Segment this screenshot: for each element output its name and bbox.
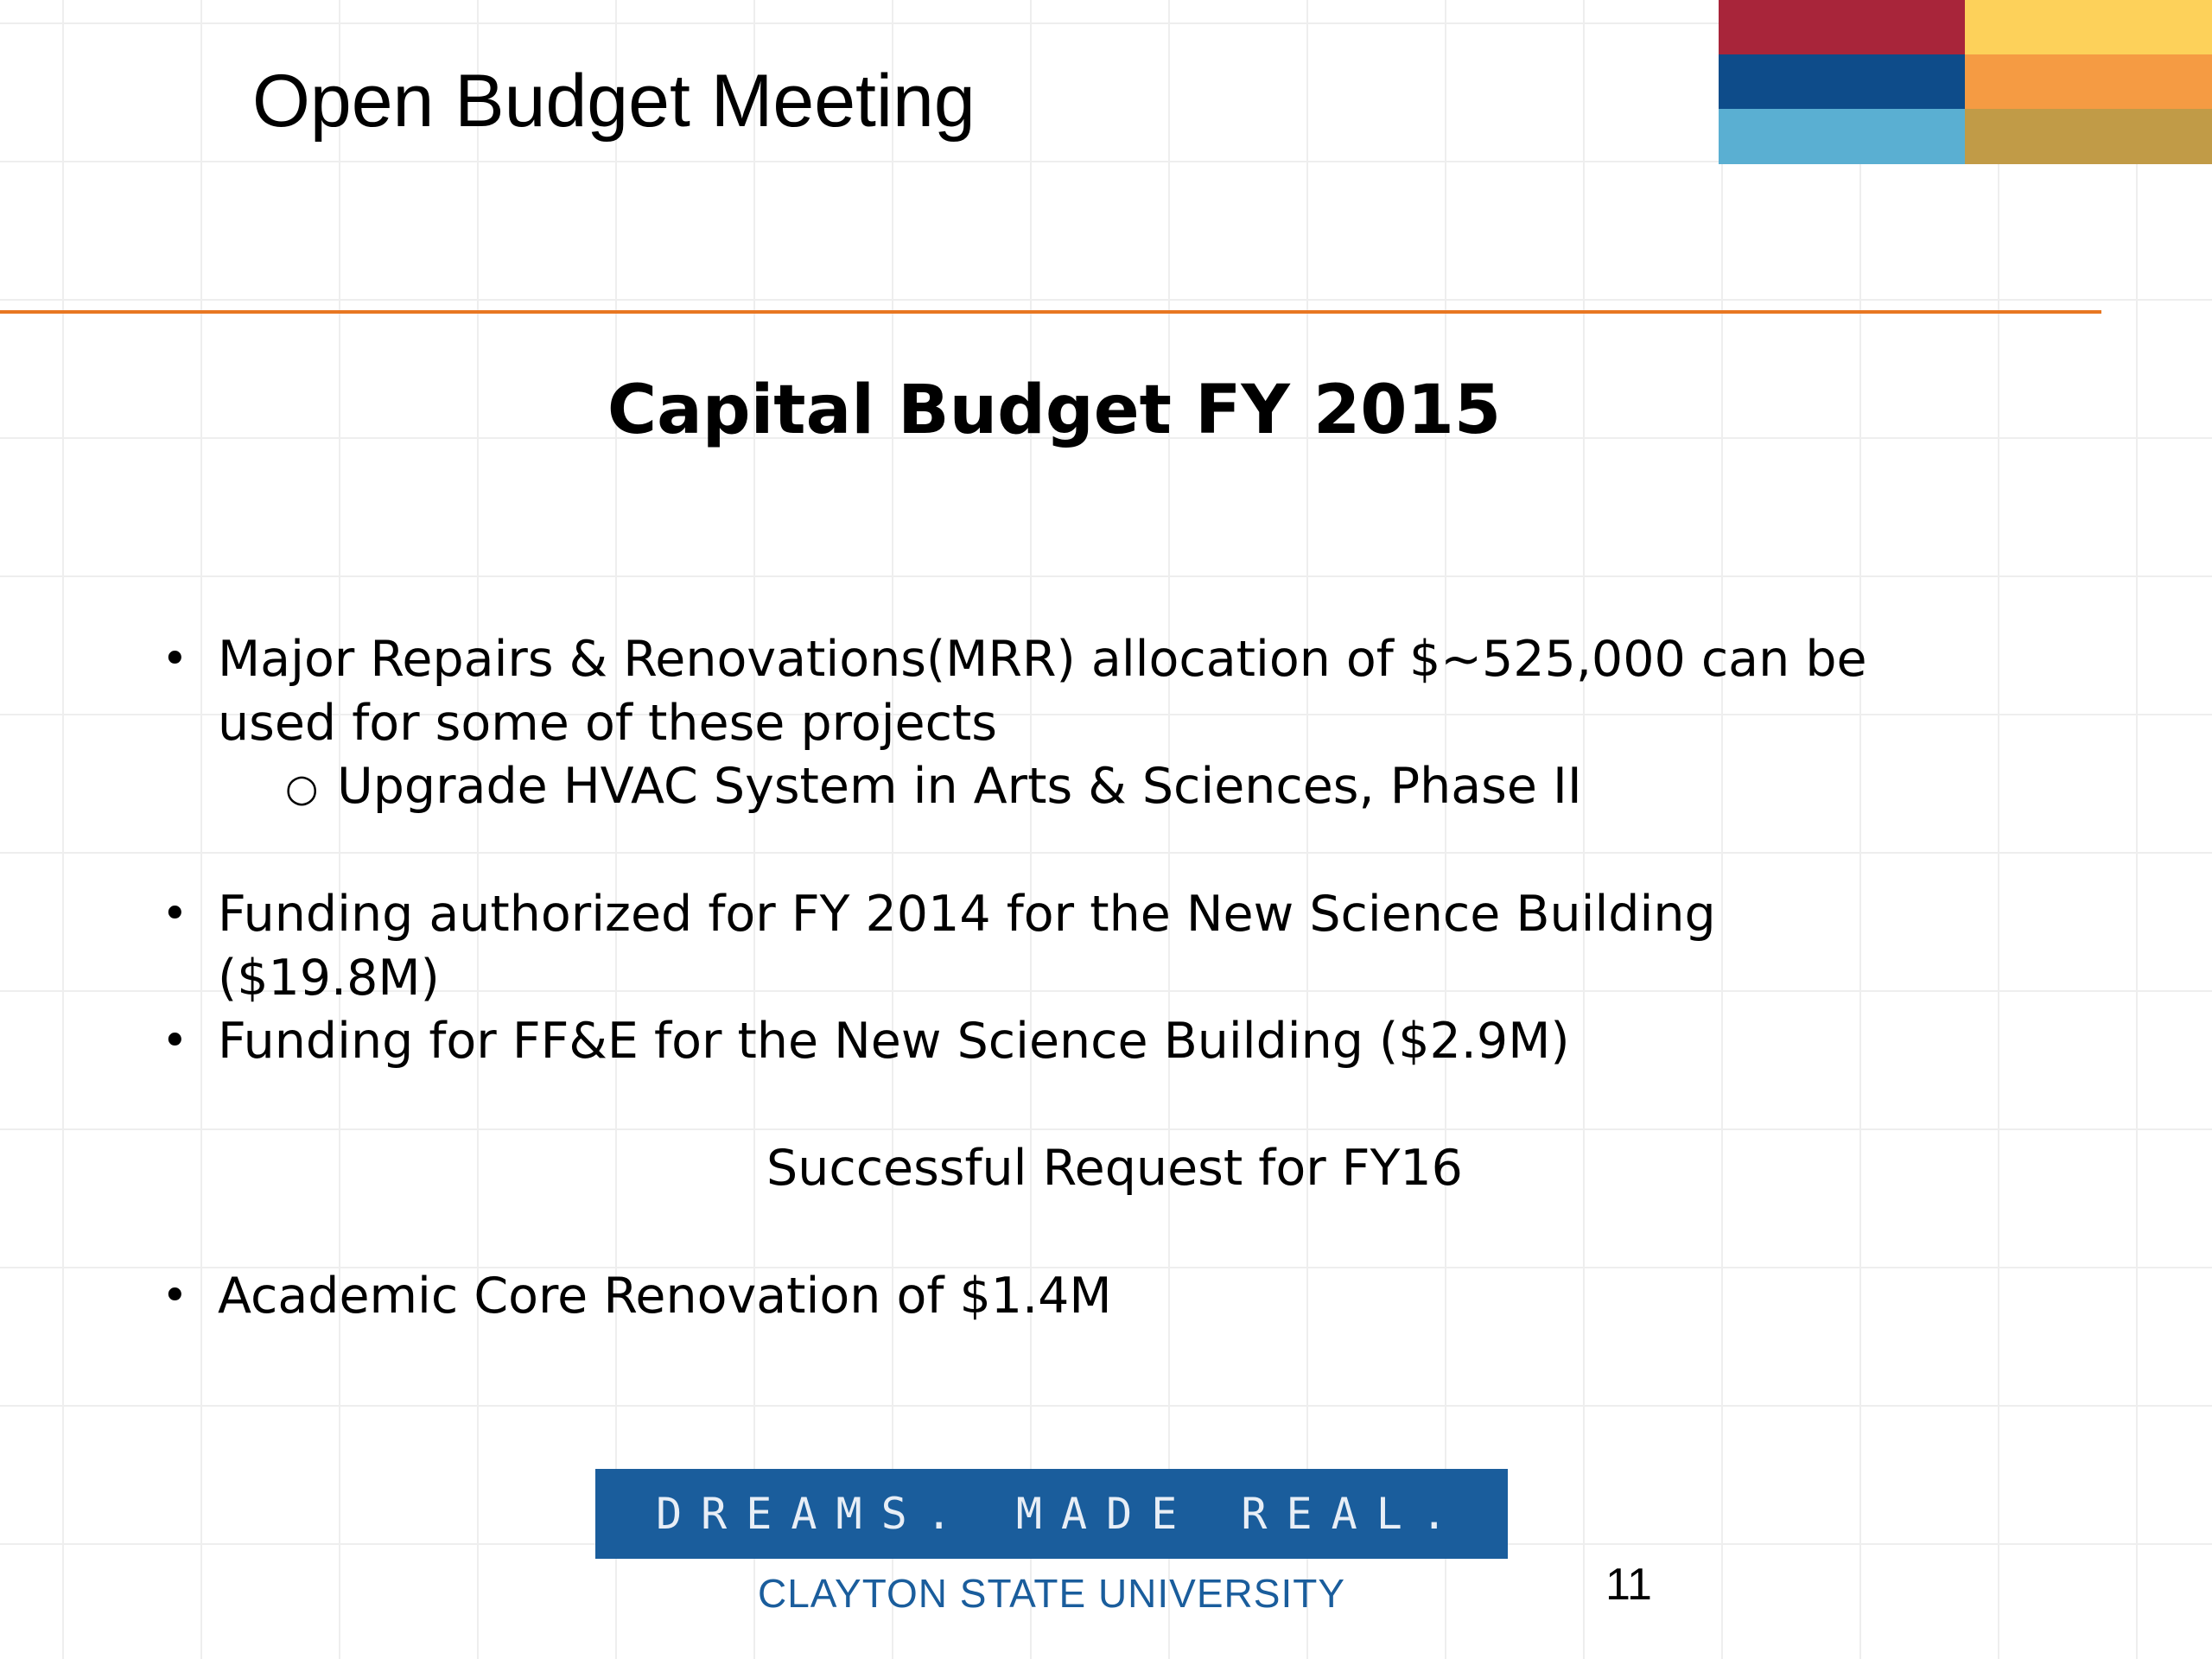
sub-bullet-line: Upgrade HVAC System in Arts & Sciences, Phase II <box>337 758 1582 815</box>
page-number: 11 <box>1605 1560 1652 1610</box>
subheading: Successful Request for FY16 <box>766 1140 1463 1197</box>
sub-bullet-circle: ○ <box>285 766 319 810</box>
section-heading: Capital Budget FY 2015 <box>607 372 1502 449</box>
bullet-line: used for some of these projects <box>218 695 997 752</box>
slide-title: Open Budget Meeting <box>252 60 976 143</box>
bullet-line: Major Repairs & Renovations(MRR) allocation of $~525,000 can be <box>218 631 1867 688</box>
bullet-line: Funding for FF&E for the New Science Building ($2.9M) <box>218 1013 1570 1070</box>
bullet-line: Funding authorized for FY 2014 for the New Science Building <box>218 886 1716 943</box>
university-name: CLAYTON STATE UNIVERSITY <box>757 1571 1346 1616</box>
bullet-line: Academic Core Renovation of $1.4M <box>218 1268 1112 1325</box>
bullet-dot: • <box>162 633 188 685</box>
slogan-text: DREAMS. MADE REAL. <box>656 1489 1466 1539</box>
bullet-dot: • <box>162 1015 188 1067</box>
bullet-dot: • <box>162 888 188 940</box>
slogan-banner <box>595 1469 1508 1559</box>
bullet-line: ($19.8M) <box>218 950 440 1007</box>
bullet-dot: • <box>162 1270 188 1322</box>
